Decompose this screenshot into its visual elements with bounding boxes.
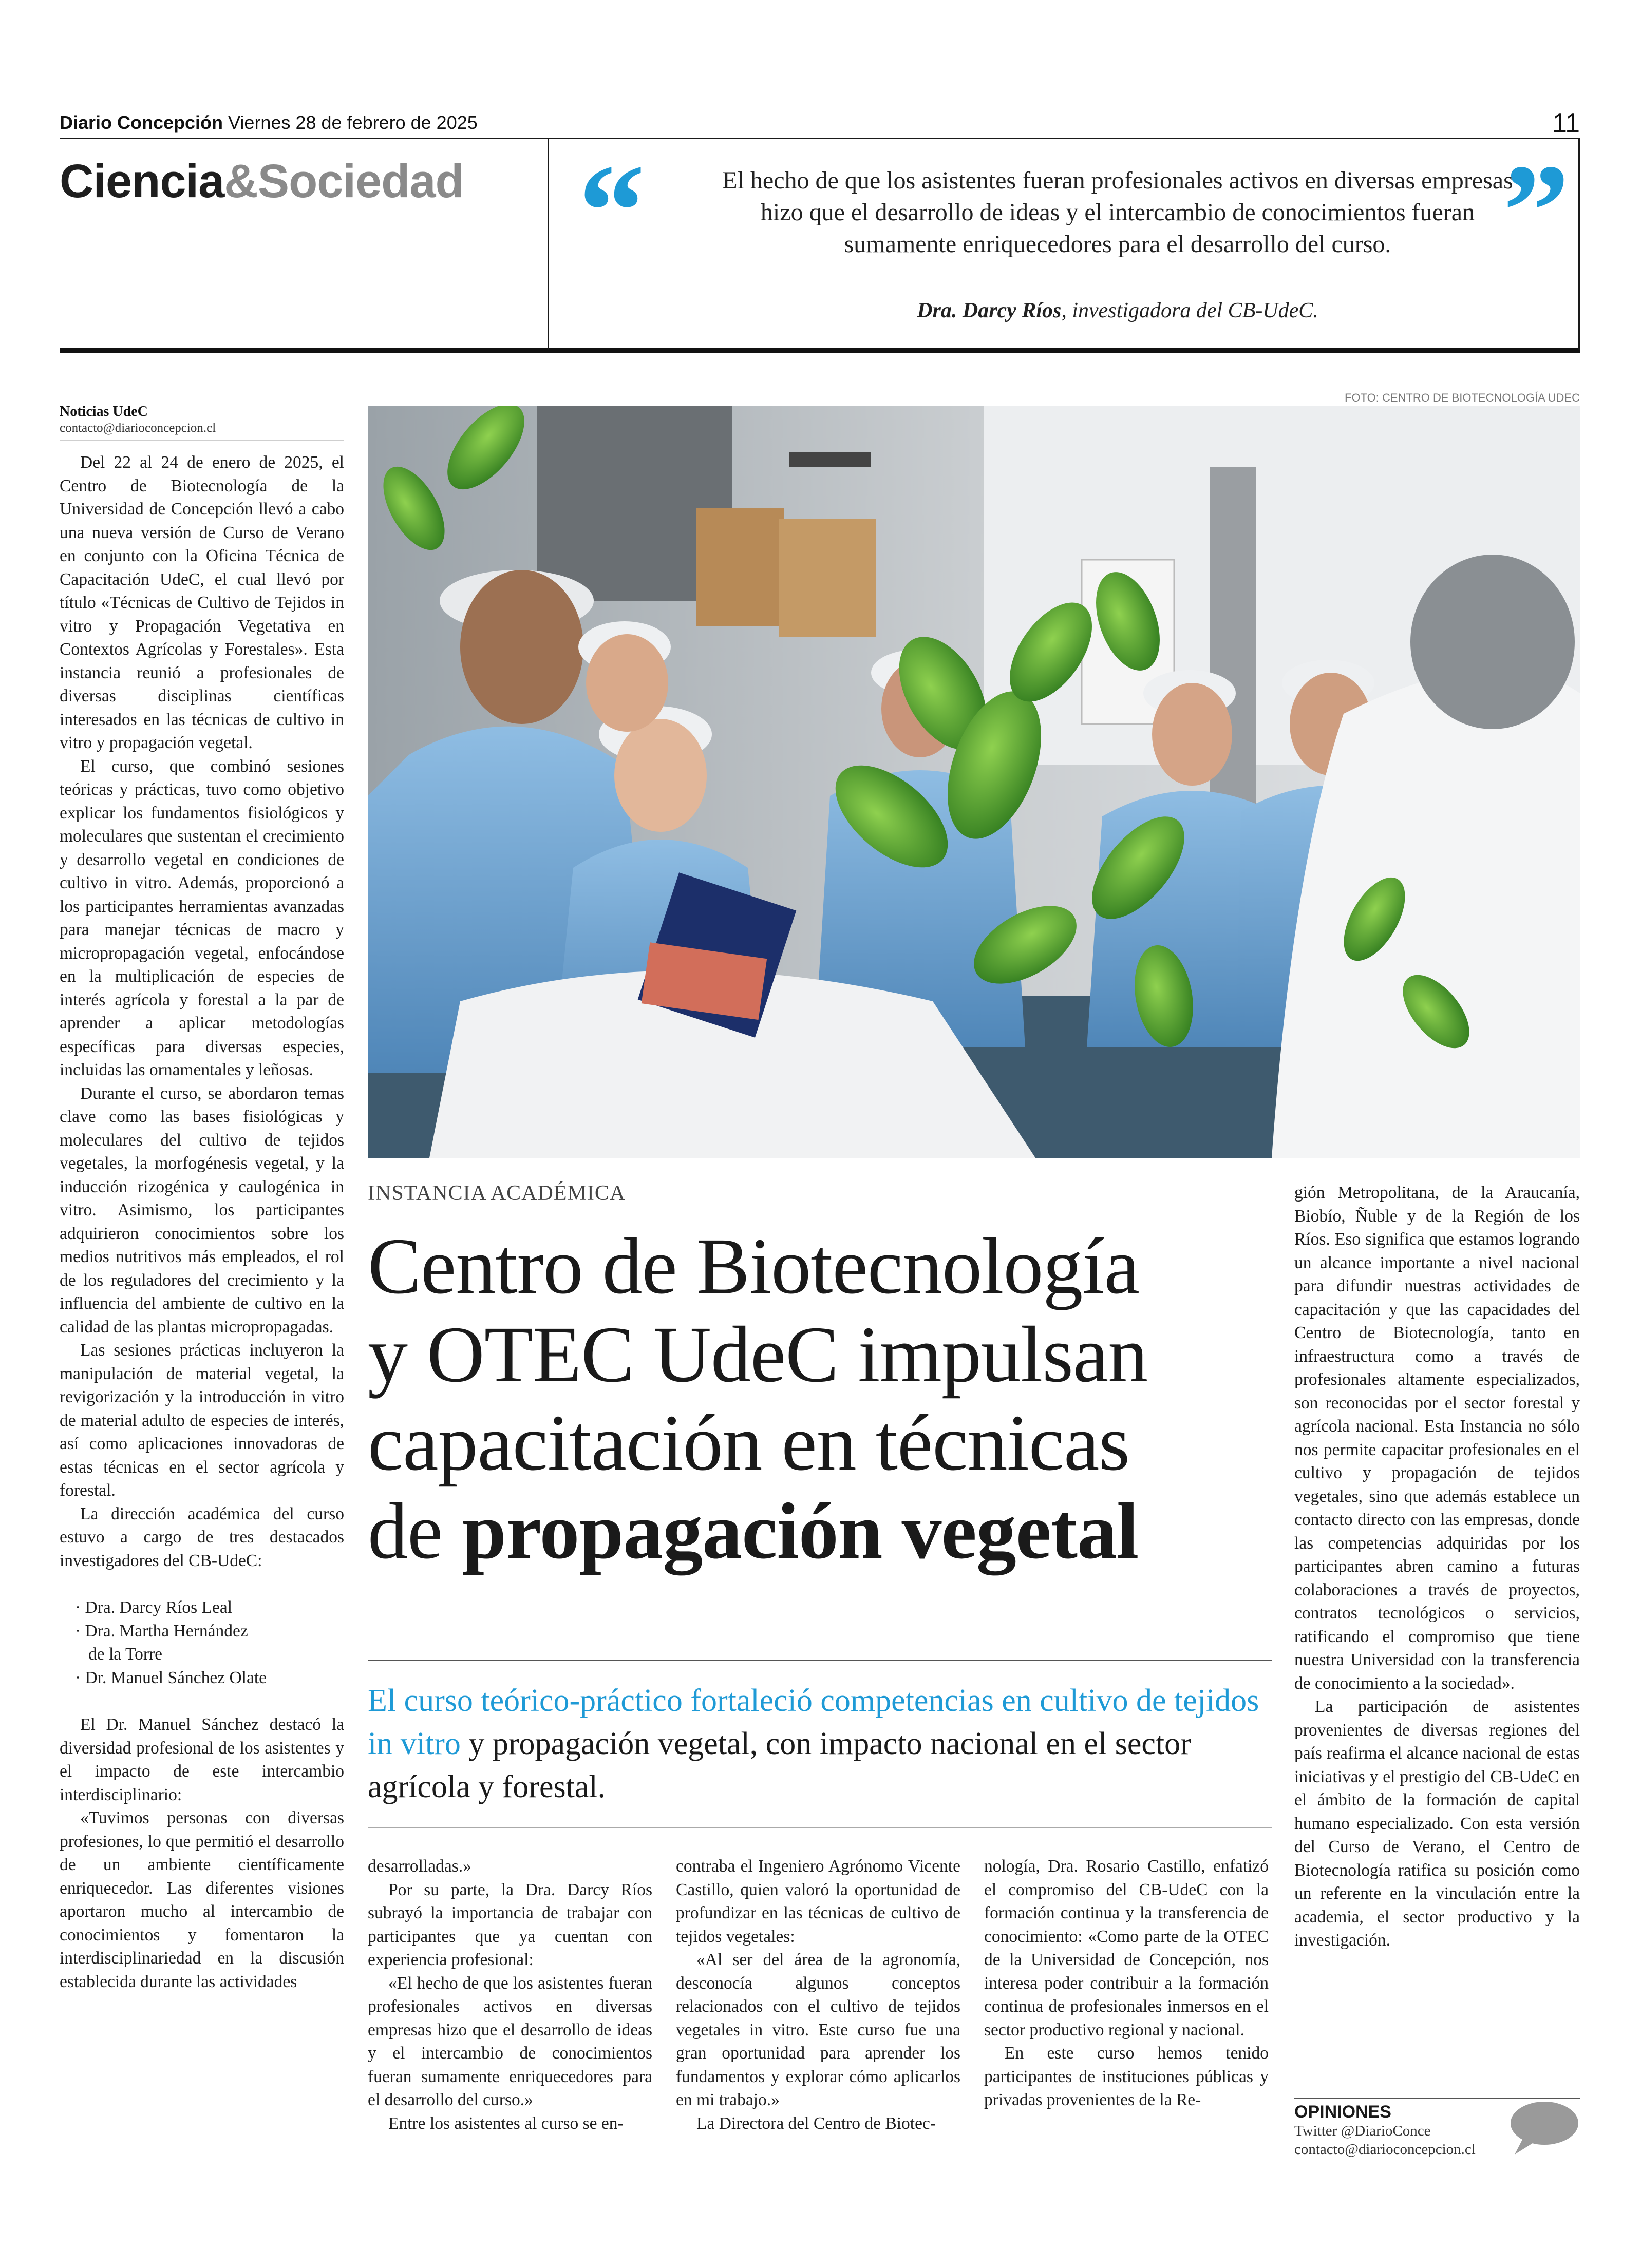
article-paragraph: El curso, que combinó sesiones teóricas y prácticas, tuvo como objetivo explicar los fundamentos fisiológicos y moleculares que sustentan el crecimiento y desarrollo vegetal en condiciones de cultivo in vitro. Además, proporcionó a los participantes herramientas avanzadas para manejar técnicas de macro y micropropagación vegetal, enfocándose en la multiplicación de especies de interés agrícola y forestal a la par de aprender a aplicar metodologías específicas para diversas especies, incluidas las ornamentales y leñosas. <box>60 756 344 1079</box>
opiniones-twitter[interactable]: Twitter @DiarioConce <box>1294 2123 1431 2139</box>
deck-rest: y propagación vegetal, con impacto nacional en el sector agrícola y forestal. <box>368 1726 1191 1804</box>
article-paragraph: «Tuvimos personas con diversas profesiones, lo que permitió el desarrollo de un ambiente científicamente enriquecedor. Las diferentes visiones aportaron mucho al intercambio de conocimientos y fomentaron la interdisciplinariedad en la discusión establecida durante las actividades <box>60 1808 344 1991</box>
header-divider <box>548 139 549 350</box>
headline-line: y OTEC UdeC impulsan <box>368 1310 1148 1399</box>
deck-highlight: El curso teórico-práctico fortaleció competencias en cultivo de tejidos in vitro <box>368 1683 1259 1761</box>
article-kicker: INSTANCIA ACADÉMICA <box>368 1181 626 1205</box>
pullquote-author: Dra. Darcy Ríos <box>917 299 1062 322</box>
researcher-list <box>60 1596 344 1689</box>
deck-bottom-rule <box>368 1827 1272 1828</box>
article-paragraph: Entre los asistentes al curso se en- <box>388 2113 624 2133</box>
pullquote-text: El hecho de que los asistentes fueran profesionales activos en diversas empresas hizo que el desarrollo de ideas y el intercambio de conocimientos fueran sumamente enriquecedores para el desarrollo del curso. <box>722 167 1513 258</box>
byline-divider <box>60 440 344 441</box>
article-column-2 <box>368 1855 652 2135</box>
byline-email: contacto@diarioconcepcion.cl <box>60 421 216 435</box>
article-paragraph: Por su parte, la Dra. Darcy Ríos subrayó la importancia de trabajar con participantes que ya cuentan con experiencia profesional: <box>368 1880 652 1969</box>
speech-bubble-icon <box>1507 2100 1579 2157</box>
pullquote-attribution <box>722 298 1513 323</box>
opiniones-rule <box>1294 2098 1580 2099</box>
section-title-part2: Sociedad <box>257 155 464 207</box>
open-quote-icon: “ <box>578 137 645 285</box>
top-bar <box>60 108 1580 139</box>
section-header <box>60 138 1580 353</box>
article-column-4 <box>984 1855 1269 2112</box>
article-headline <box>368 1222 1287 1575</box>
headline-regular: de <box>368 1486 462 1575</box>
headline-line <box>368 1487 1287 1575</box>
article-paragraph: gión Metropolitana, de la Araucanía, Biobío, Ñuble y de la Región de los Ríos. Eso significa que estamos logrando un alcance importante a nivel nacional para difundir nuestras actividades de capacitación y que las capacidades del Centro de Biotecnología, tanto en infraestructura como a través de profesionales altamente especializados, son reconocidas por el sector forestal y agrícola nacional. Esta Instancia no sólo nos permite capacitar profesionales en el cultivo y propagación de tejidos vegetales, sino que además establece un contacto directo con las empresas, donde las competencias adquiridas por los participantes abren camino a futuras colaboraciones a través de proyectos, contratos tecnológicos o servicios, ratificando el compromiso que tiene nuestra Universidad con la transferencia de conocimiento a la sociedad». <box>1294 1183 1580 1693</box>
opiniones-label: OPINIONES <box>1294 2102 1391 2122</box>
article-paragraph: La participación de asistentes provenientes de diversas regiones del país reafirma el alcance nacional de estas iniciativas y el prestigio del CB-UdeC en el ámbito de la formación de capital humano especializado. Con esta versión del Curso de Verano, el Centro de Biotecnología ratifica su posición como un referente en la vinculación entre la academia, el sector productivo y la investigación. <box>1294 1697 1580 1950</box>
article-paragraph: Durante el curso, se abordaron temas clave como las bases fisiológicas y moleculares del cultivo de tejidos vegetales, la morfogénesis vegetal, y la inducción rizogénica y caulogénica in vitro. Asimismo, los participantes adquirieron conocimientos sobre los medios nutritivos más empleados, el rol de los reguladores del crecimiento y la influencia del ambiente de cultivo en la calidad de las plantas micropropagadas. <box>60 1083 344 1337</box>
pullquote-role: , investigadora del CB-UdeC. <box>1061 299 1318 322</box>
article-column-1 <box>60 451 344 1993</box>
article-paragraph: En este curso hemos tenido participantes de instituciones públicas y privadas provenientes de la Re- <box>984 2044 1269 2109</box>
article-paragraph: Del 22 al 24 de enero de 2025, el Centro de Biotecnología de la Universidad de Concepción llevó a cabo una nueva versión de Curso de Verano en conjunto con la Oficina Técnica de Capacitación UdeC, el cual llevó por título «Técnicas de Cultivo de Tejidos in vitro y Propagación Vegetativa en Contextos Agrícolas y Forestales». Esta instancia reunió a profesionales de diversas disciplinas científicas interesados en las técnicas de cultivo in vitro y propagación vegetal. <box>60 453 344 752</box>
opiniones-email[interactable]: contacto@diarioconcepcion.cl <box>1294 2141 1476 2158</box>
headline-line: capacitación en técnicas <box>368 1398 1130 1487</box>
publication-name: Diario Concepción <box>60 112 223 133</box>
article-paragraph: El Dr. Manuel Sánchez destacó la diversidad profesional de los asistentes y el impacto de este intercambio interdisciplinario: <box>60 1715 344 1804</box>
article-paragraph: Las sesiones prácticas incluyeron la manipulación de material vegetal, la revigorización y la introducción in vitro de material adulto de especies de interés, así como aplicaciones innovadoras de estas técnicas en el sector agrícola y forestal. <box>60 1341 344 1500</box>
article-deck <box>368 1679 1272 1808</box>
list-item-continuation: de la Torre <box>88 1645 162 1664</box>
page-number: 11 <box>1552 108 1580 138</box>
section-title-part1: Ciencia <box>60 155 224 207</box>
headline-line: Centro de Biotecnología <box>368 1222 1139 1310</box>
article-paragraph: La dirección académica del curso estuvo a cargo de tres destacados investigadores del CB-UdeC: <box>60 1504 344 1570</box>
article-paragraph: «Al ser del área de la agronomía, desconocía algunos conceptos relacionados con el cultivo de tejidos vegetales in vitro. Este curso fue una gran oportunidad para aprender los fundamentos y explorar cómo aplicarlos en mi trabajo.» <box>676 1950 960 2109</box>
list-item: · Dr. Manuel Sánchez Olate <box>75 1668 267 1687</box>
list-item: · Dra. Darcy Ríos Leal <box>75 1598 233 1617</box>
byline-name: Noticias UdeC <box>60 404 148 420</box>
article-paragraph: «El hecho de que los asistentes fueran profesionales activos en diversas empresas hizo que el desarrollo de ideas y el intercambio de conocimientos fueran sumamente enriquecedores para el desarrollo del curso.» <box>368 1973 652 2109</box>
article-paragraph: nología, Dra. Rosario Castillo, enfatizó el compromiso del CB-UdeC con la formación continua y la transferencia de conocimiento: «Como parte de la OTEC de la Universidad de Concepción, nos interesa poder contribuir a la formación continua de profesionales inmersos en el sector productivo regional y nacional. <box>984 1857 1269 2040</box>
header-right-border <box>1578 139 1580 350</box>
article-column-3 <box>676 1855 960 2135</box>
section-title <box>60 155 464 208</box>
article-column-5 <box>1294 1181 1580 1952</box>
deck-top-rule <box>368 1660 1272 1661</box>
article-paragraph: desarrolladas.» <box>368 1857 471 1876</box>
close-quote-icon: ” <box>1503 137 1570 285</box>
article-paragraph: contraba el Ingeniero Agrónomo Vicente Castillo, quien valoró la oportunidad de profundizar en las técnicas de cultivo de tejidos vegetales: <box>676 1857 960 1946</box>
article-photo <box>368 406 1580 1158</box>
list-item: · Dra. Martha Hernández <box>75 1621 248 1641</box>
headline-bold: propagación vegetal <box>462 1486 1139 1575</box>
article-paragraph: La Directora del Centro de Biotec- <box>696 2113 936 2133</box>
publication-date: Viernes 28 de febrero de 2025 <box>228 112 478 133</box>
photo-credit: FOTO: CENTRO DE BIOTECNOLOGÍA UDEC <box>1345 391 1580 404</box>
section-title-amp: & <box>224 155 258 207</box>
masthead-line <box>60 112 478 134</box>
